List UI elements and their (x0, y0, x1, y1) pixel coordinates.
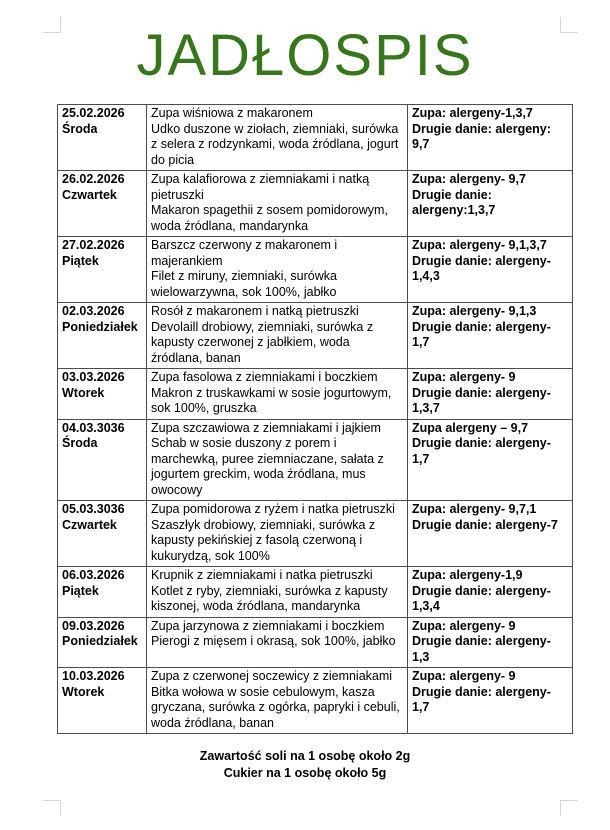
main-dish: Bitka wołowa w sosie cebulowym, kasza gryczana, surówka z ogórka, papryki i cebuli, woda źródlana, banan (151, 684, 400, 730)
menu-cell (147, 668, 408, 734)
sugar-content-line: Cukier na 1 osobę około 5g (223, 766, 387, 780)
crop-mark-bottom-right (560, 800, 578, 816)
allergens-cell (408, 617, 573, 668)
allergens-cell (408, 105, 573, 171)
allergens-cell (408, 303, 573, 369)
soup-dish: Zupa wiśniowa z makaronem (151, 106, 313, 120)
day: Wtorek (62, 385, 105, 400)
menu-cell (147, 171, 408, 237)
allergens-cell (408, 668, 573, 734)
crop-mark-top-left (43, 17, 61, 33)
day: Wtorek (62, 684, 105, 699)
day: Poniedziałek (62, 634, 138, 648)
date-cell (58, 567, 147, 618)
allergens-cell (408, 501, 573, 567)
soup-dish: Zupa fasolowa z ziemniakami i boczkiem (151, 370, 378, 384)
main-allergens: Drugie danie: alergeny-1,4,3 (412, 253, 551, 283)
menu-cell (147, 501, 408, 567)
main-allergens: Drugie danie: alergeny-1,3,4 (412, 583, 551, 613)
salt-content-line: Zawartość soli na 1 osobę około 2g (199, 749, 411, 763)
soup-dish: Zupa jarzynowa z ziemniakami i boczkiem (151, 618, 385, 633)
footer-note (0, 748, 610, 782)
table-row (58, 419, 573, 501)
main-allergens: Drugie danie: alergeny-1,3 (412, 634, 551, 664)
table-row (58, 105, 573, 171)
date-cell (58, 237, 147, 303)
date-cell (58, 369, 147, 420)
page-title: JADŁOSPIS (136, 23, 474, 88)
main-allergens: Drugie danie: alergeny-1,7 (412, 319, 551, 349)
main-allergens: Drugie danie: alergeny-7 (412, 517, 558, 532)
soup-allergens: Zupa: alergeny-1,3,7 (412, 106, 533, 120)
soup-allergens: Zupa: alergeny- 9,1,3 (412, 304, 537, 318)
table-row (58, 303, 573, 369)
date: 26.02.2026 (62, 172, 125, 186)
soup-allergens: Zupa: alergeny- 9,7,1 (412, 502, 537, 516)
table-row (58, 369, 573, 420)
soup-allergens: Zupa: alergeny- 9 (412, 618, 516, 633)
allergens-cell (408, 171, 573, 237)
day: Czwartek (62, 187, 117, 202)
table-row (58, 668, 573, 734)
menu-cell (147, 567, 408, 618)
date: 04.03.3036 (62, 420, 125, 435)
soup-dish: Zupa z czerwonej soczewicy z ziemniakami (151, 669, 393, 683)
soup-allergens: Zupa: alergeny- 9,1,3,7 (412, 238, 547, 252)
main-dish: Devolaill drobiowy, ziemniaki, surówka z kapusty czerwonej z jabłkiem, woda źródlana, banan (151, 319, 374, 365)
date: 02.03.2026 (62, 304, 125, 318)
day: Środa (62, 121, 98, 136)
date-cell (58, 501, 147, 567)
day: Poniedziałek (62, 319, 138, 334)
date: 25.02.2026 (62, 106, 125, 120)
menu-table (57, 104, 573, 734)
table-row (58, 617, 573, 668)
soup-dish: Rosół z makaronem i natką pietruszki (151, 304, 359, 318)
menu-cell (147, 105, 408, 171)
soup-dish: Barszcz czerwony z makaronem i majerankiem (151, 238, 338, 268)
soup-allergens: Zupa alergeny – 9,7 (412, 420, 529, 435)
date: 06.03.2026 (62, 568, 125, 582)
table-row (58, 171, 573, 237)
menu-cell (147, 303, 408, 369)
allergens-cell (408, 237, 573, 303)
main-dish: Makaron spagethii z sosem pomidorowym, woda źródlana, mandarynka (151, 203, 388, 233)
main-allergens: Drugie danie: alergeny-1,7 (412, 436, 551, 466)
main-dish: Udko duszone w ziołach, ziemniaki, surówka z selera z rodzynkami, woda źródlana, jogurt do picia (151, 121, 399, 167)
date: 03.03.2026 (62, 370, 125, 384)
table-row (58, 501, 573, 567)
date-cell (58, 617, 147, 668)
soup-allergens: Zupa: alergeny- 9 (412, 669, 516, 683)
date: 10.03.2026 (62, 669, 125, 683)
soup-allergens: Zupa: alergeny- 9 (412, 370, 516, 384)
date: 27.02.2026 (62, 238, 125, 252)
date: 09.03.2026 (62, 618, 125, 633)
main-allergens: Drugie danie: alergeny: 9,7 (412, 121, 551, 151)
soup-allergens: Zupa: alergeny- 9,7 (412, 172, 526, 186)
day: Czwartek (62, 517, 117, 532)
menu-cell (147, 419, 408, 501)
soup-dish: Zupa pomidorowa z ryżem i natka pietruszki (151, 502, 395, 516)
soup-dish: Krupnik z ziemniakami i natka pietruszki (151, 568, 373, 582)
date-cell (58, 171, 147, 237)
allergens-cell (408, 369, 573, 420)
table-row (58, 237, 573, 303)
date-cell (58, 668, 147, 734)
main-dish: Kotlet z ryby, ziemniaki, surówka z kapusty kiszonej, woda źródlana, mandarynka (151, 583, 388, 613)
main-allergens: Drugie danie: alergeny:1,3,7 (412, 187, 496, 217)
day: Piątek (62, 253, 99, 268)
soup-dish: Zupa szczawiowa z ziemniakami i jajkiem (151, 420, 381, 435)
menu-cell (147, 369, 408, 420)
main-dish: Szaszłyk drobiowy, ziemniaki, surówka z kapusty pekińskiej z fasolą czerwoną i kukurydzą, sok 100% (151, 517, 376, 563)
date-cell (58, 105, 147, 171)
table-row (58, 567, 573, 618)
day: Piątek (62, 583, 99, 598)
soup-allergens: Zupa: alergeny-1,9 (412, 568, 523, 582)
menu-cell (147, 617, 408, 668)
main-dish: Pierogi z mięsem i okrasą, sok 100%, jabłko (151, 634, 396, 648)
main-dish: Schab w sosie duszony z porem i marchewką, puree ziemniaczane, sałata z jogurtem greckim, woda źródlana, mus owocowy (151, 436, 384, 497)
date-cell (58, 303, 147, 369)
soup-dish: Zupa kalafiorowa z ziemniakami i natką pietruszki (151, 172, 370, 202)
main-allergens: Drugie danie: alergeny-1,7 (412, 684, 551, 714)
main-dish: Filet z miruny, ziemniaki, surówka wielowarzywna, sok 100%, jabłko (151, 269, 337, 299)
date: 05.03.3036 (62, 502, 125, 516)
crop-mark-bottom-left (43, 800, 61, 816)
crop-mark-top-right (560, 17, 578, 33)
main-allergens: Drugie danie: alergeny-1,3,7 (412, 385, 551, 415)
allergens-cell (408, 419, 573, 501)
main-dish: Makron z truskawkami w sosie jogurtowym, sok 100%, gruszka (151, 385, 392, 415)
menu-cell (147, 237, 408, 303)
date-cell (58, 419, 147, 501)
allergens-cell (408, 567, 573, 618)
day: Środa (62, 436, 98, 450)
